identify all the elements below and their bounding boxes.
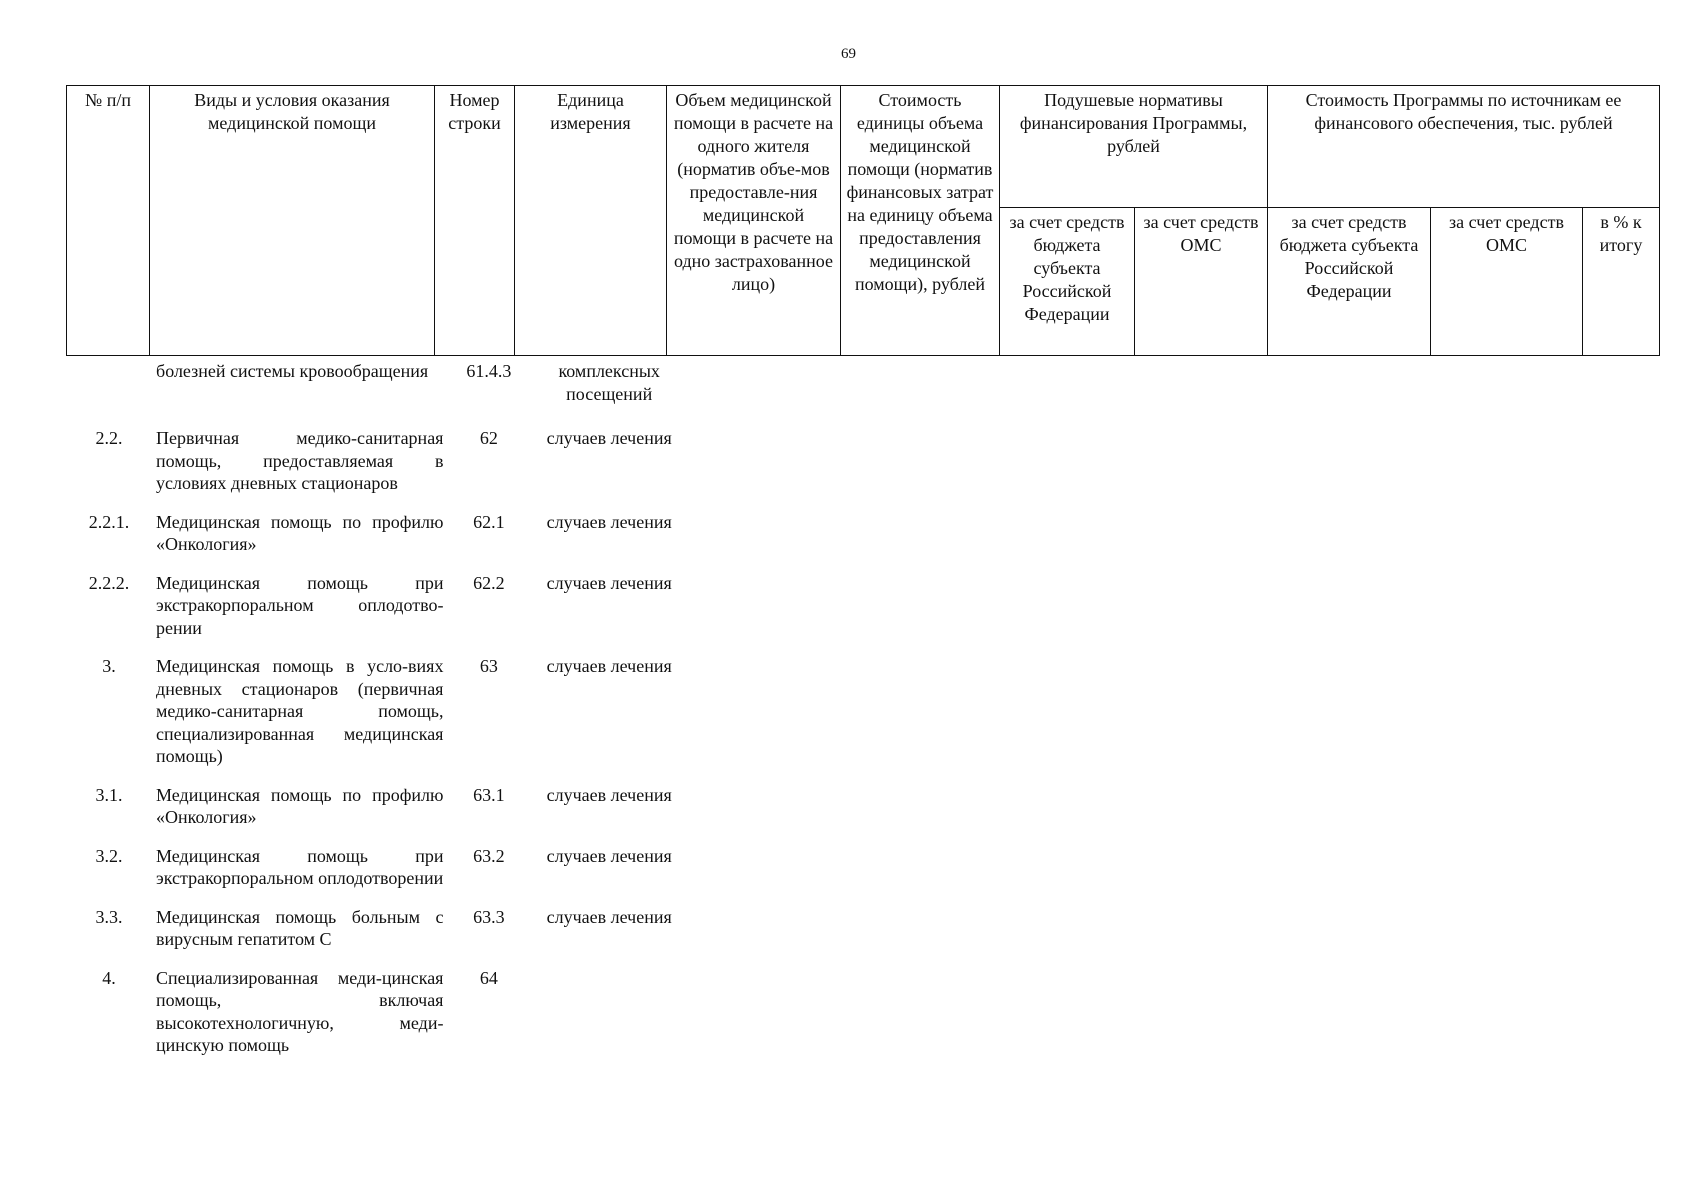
row-name: Медицинская помощь в усло-виях дневных стационаров (первичная медико-санитарная помощь, специализированная медицинская помощь) xyxy=(156,656,444,766)
table-body xyxy=(66,360,688,1073)
row-unit: случаев лечения xyxy=(546,511,672,532)
row-line-number: 64 xyxy=(479,967,498,988)
row-unit xyxy=(530,967,688,1073)
row-num: 3. xyxy=(102,656,116,676)
row-unit: случаев лечения xyxy=(546,906,672,927)
row-num: 4. xyxy=(102,967,116,988)
row-num: 2.2.2. xyxy=(88,572,130,593)
table-row xyxy=(66,511,688,572)
table-header xyxy=(66,85,1660,356)
header-unit: Единица измерения xyxy=(515,86,667,356)
row-num xyxy=(66,360,152,427)
header-cost: Стоимость единицы объема медицинской помощи (норматив финансовых затрат на единицу объема предоставления медицинской помощи), рублей xyxy=(841,86,1000,356)
row-num: 2.2. xyxy=(95,428,123,448)
row-num: 3.1. xyxy=(95,784,123,805)
row-name: Специализированная меди-цинская помощь, включая высокотехнологичную, меди-цинскую помощь xyxy=(156,967,444,1055)
row-unit: комплексных посещений xyxy=(558,361,660,404)
row-name: Медицинская помощь больным с вирусным гепатитом С xyxy=(156,906,444,949)
table-row xyxy=(66,655,688,784)
header-line-no: Номер строки xyxy=(435,86,515,356)
row-line-number: 61.4.3 xyxy=(466,361,512,381)
row-line-number: 62.2 xyxy=(473,572,505,593)
table-row xyxy=(66,784,688,845)
row-line-number: 62.1 xyxy=(473,511,505,532)
row-unit: случаев лечения xyxy=(546,572,672,593)
table-row xyxy=(66,427,688,511)
table-row xyxy=(66,967,688,1073)
row-num: 2.2.1. xyxy=(88,511,130,532)
header-volume: Объем медицинской помощи в расчете на одного жителя (норматив объе-мов предоставле-ния медицинской помощи в расчете на одно застрахованное лицо) xyxy=(667,86,841,356)
header-sub-oms2: за счет средств ОМС xyxy=(1431,208,1583,356)
row-line-number: 63 xyxy=(479,656,498,676)
row-name: Медицинская помощь по профилю «Онкология» xyxy=(156,784,444,827)
row-unit: случаев лечения xyxy=(546,428,672,448)
row-name: Первичная медико-санитарная помощь, предоставляемая в условиях дневных стационаров xyxy=(156,428,444,493)
header-types: Виды и условия оказания медицинской помощи xyxy=(150,86,435,356)
header-sub-oms: за счет средств ОМС xyxy=(1135,208,1268,356)
row-unit: случаев лечения xyxy=(546,656,672,676)
row-line-number: 63.3 xyxy=(473,906,505,927)
page-number: 69 xyxy=(841,46,856,62)
header-num: № п/п xyxy=(67,86,150,356)
row-name: болезней системы кровообращения xyxy=(156,361,429,381)
row-num: 3.3. xyxy=(95,906,123,927)
header-sub-percent: в % к итогу xyxy=(1583,208,1660,356)
row-line-number: 63.1 xyxy=(473,784,505,805)
header-sub-budget2: за счет средств бюджета субъекта Российской Федерации xyxy=(1268,208,1431,356)
row-line-number: 62 xyxy=(479,428,498,448)
row-name: Медицинская помощь при экстракорпоральном оплодотво-рении xyxy=(156,572,444,638)
table-row xyxy=(66,906,688,967)
header-per-capita: Подушевые нормативы финансирования Программы, рублей xyxy=(1000,86,1268,208)
table-row xyxy=(66,360,688,427)
row-unit: случаев лечения xyxy=(546,784,672,805)
row-line-number: 63.2 xyxy=(473,845,505,866)
row-name: Медицинская помощь при экстракорпоральном оплодотворении xyxy=(156,845,444,888)
table-row xyxy=(66,845,688,906)
header-program-cost: Стоимость Программы по источникам ее финансового обеспечения, тыс. рублей xyxy=(1268,86,1660,208)
row-unit: случаев лечения xyxy=(546,845,672,866)
row-num: 3.2. xyxy=(95,845,123,866)
header-sub-budget: за счет средств бюджета субъекта Российской Федерации xyxy=(1000,208,1135,356)
row-name: Медицинская помощь по профилю «Онкология» xyxy=(156,511,444,554)
table-row xyxy=(66,572,688,656)
